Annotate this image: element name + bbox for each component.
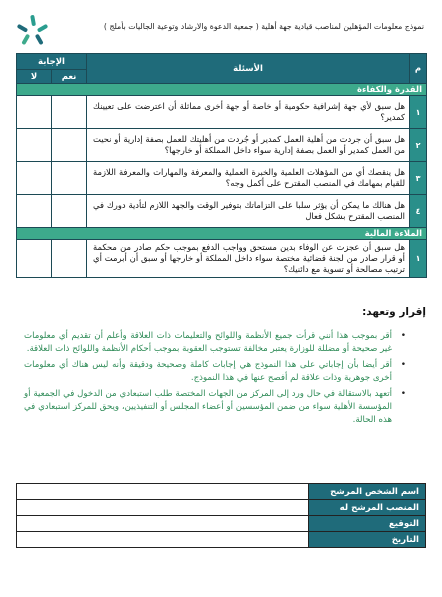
question-text: هل سبق أن عجزت عن الوفاء بدين مستحق وواجب الدفع بموجب حكم صادر من محكمة أو قرار صادر من لجنة قضائية مختصة سواء داخل المملكة أو خارجها أو سبق أن أبرمت أي ترتيب مصالحة أو تسوية مع دائنيك؟ (87, 240, 410, 278)
answer-no-cell[interactable] (17, 195, 52, 228)
answer-yes-cell[interactable] (52, 240, 87, 278)
table-row (17, 195, 427, 228)
column-header-yes: نعم (52, 70, 87, 84)
question-number: ١ (410, 96, 427, 129)
declaration-item (24, 330, 408, 356)
declaration-item (24, 388, 408, 427)
declaration-title: إقرار وتعهد: (362, 306, 426, 318)
answer-yes-cell[interactable] (52, 96, 87, 129)
question-number: ٤ (410, 195, 427, 228)
declaration-text: أقر أيضا بأن إجاباتي على هذا النموذج هي إجابات كاملة وصحيحة ودقيقة وأنه ليس هناك أي معلومات أخرى جوهرية وذات علاقة لم أفصح عنها في هذا النموذج. (24, 360, 392, 383)
signature-table (16, 483, 426, 548)
table-row (17, 516, 426, 532)
question-number: ٢ (410, 129, 427, 162)
page-title: نموذج معلومات المؤهلين لمناصب قيادية جهة أهلية ( جمعية الدعوة والارشاد وتوعية الجاليات بأملج ) (103, 22, 424, 31)
candidate-name-field[interactable] (17, 484, 309, 500)
column-header-answer: الإجابة (17, 54, 87, 70)
question-text: هل سبق أن جردت من أهلية العمل كمدير أو جُردت من أهليتك للعمل بصفة إدارية أو نحيت من العمل كمدير أو العمل بصفة إدارية سواء داخل المملكة أو خارجها؟ (87, 129, 410, 162)
column-header-questions: الأسئلة (87, 54, 410, 84)
bullet-icon: • (400, 331, 406, 341)
signature-label: التوقيع (309, 516, 426, 532)
column-header-number: م (410, 54, 427, 84)
answer-yes-cell[interactable] (52, 195, 87, 228)
question-text: هل سبق لأي جهة إشرافية حكومية أو خاصة أو جهة أخرى مماثلة أن اعترضت على تعيينك كمدير؟ (87, 96, 410, 129)
signature-field[interactable] (17, 516, 309, 532)
questions-table (16, 53, 427, 278)
answer-no-cell[interactable] (17, 129, 52, 162)
answer-yes-cell[interactable] (52, 129, 87, 162)
question-text: هل ينقصك أي من المؤهلات العلمية والخبرة العملية والمعرفة والمهارات والمعرفة اللازمة للقيام بمهامك في المنصب المقترح على أكمل وجه؟ (87, 162, 410, 195)
declaration-list (24, 330, 408, 430)
nominated-position-field[interactable] (17, 500, 309, 516)
table-row (17, 129, 427, 162)
bullet-icon: • (400, 389, 406, 399)
answer-yes-cell[interactable] (52, 162, 87, 195)
declaration-item (24, 359, 408, 385)
organization-logo-icon (16, 14, 50, 48)
answer-no-cell[interactable] (17, 162, 52, 195)
section-title: القدرة والكفاءة (17, 84, 427, 96)
date-field[interactable] (17, 532, 309, 548)
table-row (17, 532, 426, 548)
question-text: هل هنالك ما يمكن أن يؤثر سلبا على التزاماتك بتوفير الوقت والجهد اللازم لتأدية دورك في المنصب المقترح بشكل فعال (87, 195, 410, 228)
answer-no-cell[interactable] (17, 240, 52, 278)
table-row (17, 500, 426, 516)
section-title: الملاءة المالية (17, 228, 427, 240)
table-row (17, 162, 427, 195)
declaration-text: أتعهد بالاستقالة في حال ورد إلى المركز من الجهات المختصة طلب استبعادي من الدخول في الجمعية أو المؤسسة الأهلية سواء من ضمن المؤسسين أو أعضاء المجلس أو التنفيذيين، ويحق للمركز استبعادي في هذه الحالة. (24, 389, 392, 425)
question-number: ٣ (410, 162, 427, 195)
table-row (17, 484, 426, 500)
table-row (17, 240, 427, 278)
nominated-position-label: المنصب المرشح له (309, 500, 426, 516)
question-number: ١ (410, 240, 427, 278)
date-label: التاريخ (309, 532, 426, 548)
table-row (17, 96, 427, 129)
bullet-icon: • (400, 360, 406, 370)
declaration-text: أقر بموجب هذا أنني قرأت جميع الأنظمة واللوائح والتعليمات ذات العلاقة وأعلم أن تقديم أي معلومات غير صحيحة أو مضللة للوزارة يعتبر مخالفة تستوجب العقوبة بموجب أحكام الأنظمة واللوائح ذات العلاقة. (24, 331, 392, 354)
column-header-no: لا (17, 70, 52, 84)
candidate-name-label: اسم الشخص المرشح (309, 484, 426, 500)
answer-no-cell[interactable] (17, 96, 52, 129)
